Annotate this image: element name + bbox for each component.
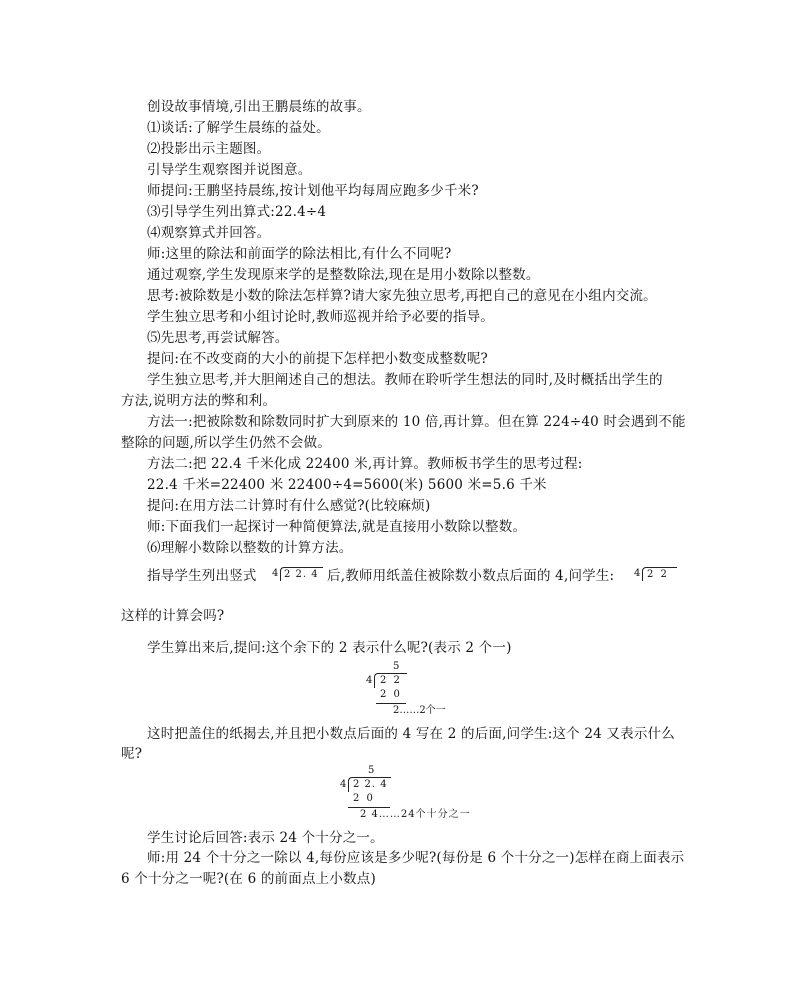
divisor: 4 — [272, 568, 279, 579]
text-line: 创设故事情境,引出王鹏晨练的故事。 — [147, 99, 371, 115]
text-line: ⑹理解小数除以整数的计算方法。 — [147, 540, 353, 556]
divisor: 4 — [634, 568, 641, 579]
text-line: 师:下面我们一起探讨一种简便算法,就是直接用小数除以整数。 — [147, 519, 527, 535]
long-division-a — [366, 660, 456, 718]
text-line: 师:用 24 个十分之一除以 4,每份应该是多少呢?(每份是 6 个十分之一)怎样在商上面表示 — [147, 850, 685, 866]
dividend: 2 2 — [647, 569, 669, 580]
dividend: 2 2. 4 — [284, 569, 319, 580]
text-line: 学生算出来后,提问:这个余下的 2 表示什么呢?(表示 2 个一) — [147, 640, 512, 656]
remainder: 2……2个一 — [393, 705, 446, 716]
text-line: 学生讨论后回答:表示 24 个十分之一。 — [147, 830, 384, 846]
text-line: 指导学生列出竖式 — [147, 568, 257, 584]
text-line: 22.4 千米=22400 米 22400÷4=5600(米) 5600 米=5.6 千米 — [147, 477, 547, 493]
text-line: ⑴谈话:了解学生晨练的益处。 — [147, 120, 330, 136]
divisor: 4 — [366, 675, 373, 686]
subtraction-line — [376, 703, 406, 704]
divisor: 4 — [340, 779, 347, 790]
text-line: 方法,说明方法的弊和利。 — [121, 393, 277, 409]
inline-division-2 — [634, 566, 676, 582]
product: 2 0 — [353, 793, 375, 804]
text-line: 这样的计算会吗? — [121, 608, 225, 624]
text-line: 整除的问题,所以学生仍然不会做。 — [121, 435, 331, 451]
text-line: 学生独立思考,并大胆阐述自己的想法。教师在聆听学生想法的同时,及时概括出学生的 — [147, 372, 663, 388]
inline-division-1 — [272, 566, 322, 582]
text-line: ⑷观察算式并回答。 — [147, 225, 271, 241]
dividend: 2 2 — [380, 675, 402, 686]
text-line: ⑸先思考,再尝试解答。 — [147, 330, 289, 346]
text-line: ⑵投影出示主题图。 — [147, 141, 271, 157]
text-line: 思考:被除数是小数的除法怎样算?请大家先独立思考,再把自己的意见在小组内交流。 — [147, 288, 657, 304]
remainder: 2 4……24个十分之一 — [360, 809, 471, 820]
dividend: 2 2. 4 — [353, 779, 388, 790]
text-line: 6 个十分之一呢?(在 6 的前面点上小数点) — [121, 871, 376, 887]
text-line: 学生独立思考和小组讨论时,教师巡视并给予必要的指导。 — [147, 309, 494, 325]
quotient: 5 — [368, 765, 375, 776]
text-line: 提问:在用方法二计算时有什么感觉?(比较麻烦) — [147, 498, 431, 514]
text-line: 方法一:把被除数和除数同时扩大到原来的 10 倍,再计算。但在算 224÷40 时会遇到不能 — [147, 414, 686, 430]
text-line: 后,教师用纸盖住被除数小数点后面的 4,问学生: — [327, 568, 615, 584]
text-line: 引导学生观察图并说图意。 — [147, 162, 312, 178]
long-division-b — [340, 764, 490, 822]
text-line: 这时把盖住的纸揭去,并且把小数点后面的 4 写在 2 的后面,问学生:这个 24 又表示什么 — [147, 726, 675, 742]
text-line: 通过观察,学生发现原来学的是整数除法,现在是用小数除以整数。 — [147, 267, 540, 283]
subtraction-line — [348, 807, 390, 808]
text-line: ⑶引导学生列出算式:22.4÷4 — [147, 204, 327, 220]
product: 2 0 — [380, 689, 402, 700]
text-line: 方法二:把 22.4 千米化成 22400 米,再计算。教师板书学生的思考过程: — [147, 456, 583, 472]
quotient: 5 — [393, 661, 400, 672]
text-line: 师提问:王鹏坚持晨练,按计划他平均每周应跑多少千米? — [147, 183, 479, 199]
text-line: 师:这里的除法和前面学的除法相比,有什么不同呢? — [147, 246, 452, 262]
text-line: 呢? — [121, 746, 143, 762]
text-line: 提问:在不改变商的大小的前提下怎样把小数变成整数呢? — [147, 351, 488, 367]
